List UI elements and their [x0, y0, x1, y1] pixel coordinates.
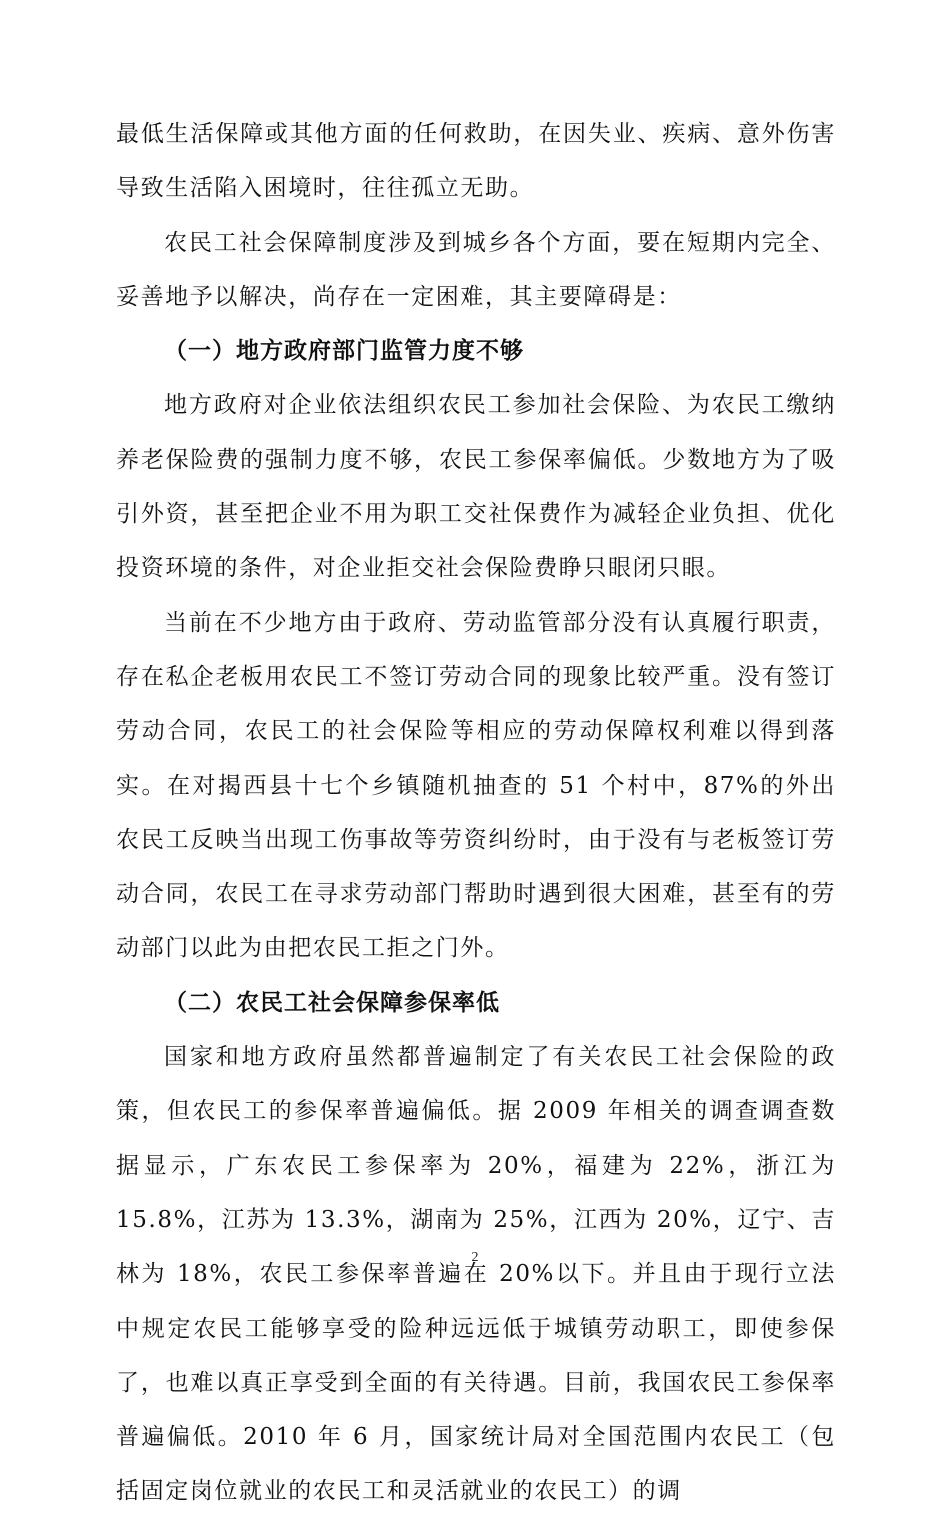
- section-heading: （一）地方政府部门监管力度不够: [164, 338, 524, 365]
- paragraph: 国家和地方政府虽然都普遍制定了有关农民工社会保险的政策，但农民工的参保率普遍偏低。据 2009 年相关的调查调查数据显示，广东农民工参保率为 20%，福建为 22%，浙江为 15.8%，江苏为 13.3%，湖南为 25%，江西为 20%，辽宁、吉林为 18%，农民工参保率普遍在 20%以下。并且由于现行立法中规定农民工能够享受的险种远远低于城镇劳动职工，即使参保了，也难以真正享受到全面的有关待遇。目前，我国农民工参保率普遍偏低。2010 年 6 月，国家统计局对全国范围内农民工（包括固定岗位就业的农民工和灵活就业的农民工）的调: [116, 1044, 836, 1505]
- paragraph: 地方政府对企业依法组织农民工参加社会保险、为农民工缴纳养老保险费的强制力度不够，农民工参保率偏低。少数地方为了吸引外资，甚至把企业不用为职工交社保费作为减轻企业负担、优化投资环境的条件，对企业拒交社会保险费睁只眼闭只眼。: [116, 392, 836, 582]
- section-heading: （二）农民工社会保障参保率低: [164, 989, 500, 1016]
- paragraph: 农民工社会保障制度涉及到城乡各个方面，要在短期内完全、妥善地予以解决，尚存在一定困难，其主要障碍是：: [116, 229, 836, 310]
- page-number: 2: [471, 1250, 479, 1265]
- document-body: [116, 107, 836, 1519]
- paragraph: 当前在不少地方由于政府、劳动监管部分没有认真履行职责，存在私企老板用农民工不签订劳动合同的现象比较严重。没有签订劳动合同，农民工的社会保险等相应的劳动保障权利难以得到落实。在对揭西县十七个乡镇随机抽查的 51 个村中，87%的外出农民工反映当出现工伤事故等劳资纠纷时，由于没有与老板签订劳动合同，农民工在寻求劳动部门帮助时遇到很大困难，甚至有的劳动部门以此为由把农民工拒之门外。: [116, 609, 836, 962]
- paragraph: 最低生活保障或其他方面的任何救助，在因失业、疾病、意外伤害导致生活陷入困境时，往往孤立无助。: [116, 121, 836, 202]
